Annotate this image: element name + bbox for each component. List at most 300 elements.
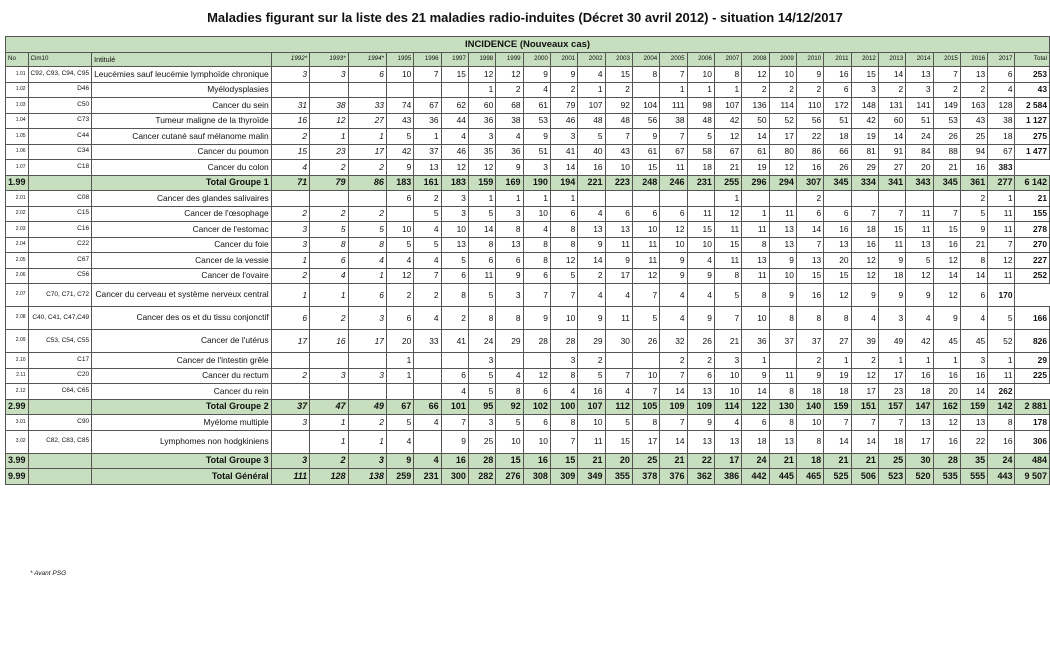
year-value-cell: 37 <box>769 330 796 353</box>
year-value-cell: 24 <box>742 453 769 469</box>
year-value-cell: 21 <box>960 237 987 253</box>
year-value-cell: 11 <box>906 222 933 238</box>
year-value-cell: 16 <box>578 384 605 400</box>
table-row <box>6 415 1050 431</box>
row-number: 2.04 <box>6 237 29 253</box>
year-value-cell: 3 <box>851 82 878 98</box>
year-value-cell: 74 <box>386 98 413 114</box>
year-value-cell: 8 <box>632 415 659 431</box>
year-value-cell: 1 <box>878 353 905 369</box>
year-value-cell: 8 <box>769 384 796 400</box>
year-value-cell: 14 <box>878 67 905 83</box>
year-value-cell: 13 <box>441 237 468 253</box>
year-value-cell: 10 <box>578 415 605 431</box>
year-value-cell: 7 <box>414 67 441 83</box>
year-value-cell: 14 <box>660 430 687 453</box>
year-value-cell: 5 <box>687 129 714 145</box>
year-value-cell: 6 <box>632 206 659 222</box>
year-value-cell: 2 <box>796 353 823 369</box>
table-row <box>6 144 1050 160</box>
year-value-cell: 10 <box>605 160 632 176</box>
year-value-cell: 29 <box>851 160 878 176</box>
year-value-cell: 11 <box>578 430 605 453</box>
year-value-cell: 1 <box>988 353 1015 369</box>
year-value-cell: 3 <box>550 353 577 369</box>
year-value-cell: 9 <box>796 368 823 384</box>
year-value-cell: 60 <box>468 98 495 114</box>
year-value-cell: 4 <box>414 453 441 469</box>
year-value-cell: 231 <box>687 175 714 191</box>
year-value-cell: 11 <box>906 206 933 222</box>
year-value-cell: 25 <box>878 453 905 469</box>
year-value-cell: 28 <box>550 330 577 353</box>
year-value-cell: 1 <box>348 268 386 284</box>
year-value-cell: 386 <box>714 469 741 485</box>
row-number: 1.04 <box>6 113 29 129</box>
year-value-cell: 16 <box>578 160 605 176</box>
year-value-cell: 45 <box>933 330 960 353</box>
year-value-cell: 16 <box>933 430 960 453</box>
year-value-cell: 48 <box>687 113 714 129</box>
year-value-cell: 3 <box>468 129 495 145</box>
year-value-cell: 15 <box>441 67 468 83</box>
year-value-cell: 12 <box>769 160 796 176</box>
cim10-code: C67 <box>28 253 92 269</box>
year-value-cell: 15 <box>605 430 632 453</box>
year-value-cell: 38 <box>988 113 1015 129</box>
year-value-cell: 2 <box>271 268 309 284</box>
year-value-cell: 1 <box>988 191 1015 207</box>
column-header: 2004 <box>632 53 659 67</box>
year-value-cell: 10 <box>386 222 413 238</box>
year-value-cell: 2 <box>796 191 823 207</box>
year-value-cell: 23 <box>310 144 348 160</box>
year-value-cell: 122 <box>742 399 769 415</box>
year-value-cell: 10 <box>714 384 741 400</box>
year-value-cell: 378 <box>632 469 659 485</box>
year-value-cell: 12 <box>933 415 960 431</box>
year-value-cell: 343 <box>906 175 933 191</box>
column-header: 1998 <box>468 53 495 67</box>
year-value-cell: 16 <box>796 160 823 176</box>
year-value-cell: 9 <box>796 67 823 83</box>
year-value-cell: 12 <box>632 268 659 284</box>
year-value-cell: 6 <box>348 67 386 83</box>
year-value-cell: 148 <box>851 98 878 114</box>
disease-label: Cancer de l'intestin grêle <box>92 353 272 369</box>
year-value-cell: 11 <box>714 253 741 269</box>
year-value-cell: 37 <box>271 399 309 415</box>
year-value-cell: 20 <box>386 330 413 353</box>
cim10-code: C56 <box>28 268 92 284</box>
year-value-cell: 5 <box>468 284 495 307</box>
year-value-cell: 1 <box>468 82 495 98</box>
table-row <box>6 353 1050 369</box>
year-value-cell: 159 <box>960 399 987 415</box>
year-value-cell: 13 <box>714 430 741 453</box>
cim10-code: C15 <box>28 206 92 222</box>
disease-label: Total Général <box>92 469 272 485</box>
year-value-cell: 109 <box>687 399 714 415</box>
year-value-cell: 162 <box>933 399 960 415</box>
row-total-cell: 275 <box>1015 129 1050 145</box>
year-value-cell: 14 <box>742 384 769 400</box>
column-header-row <box>6 53 1050 67</box>
year-value-cell: 2 <box>960 82 987 98</box>
row-total-cell: 383 <box>988 160 1015 176</box>
year-value-cell: 11 <box>468 268 495 284</box>
year-value-cell: 2 <box>933 82 960 98</box>
year-value-cell: 1 <box>660 82 687 98</box>
page-title: Maladies figurant sur la liste des 21 maladies radio-induites (Décret 30 avril 2012) - situation 14/12/2017 <box>207 10 843 25</box>
table-row <box>6 253 1050 269</box>
year-value-cell: 15 <box>851 67 878 83</box>
year-value-cell: 6 <box>824 82 851 98</box>
row-number: 2.99 <box>6 399 29 415</box>
year-value-cell: 3 <box>496 284 523 307</box>
year-value-cell: 13 <box>687 384 714 400</box>
year-value-cell: 12 <box>851 268 878 284</box>
year-value-cell: 3 <box>878 307 905 330</box>
year-value-cell: 21 <box>578 453 605 469</box>
year-value-cell: 2 <box>271 129 309 145</box>
year-value-cell <box>271 82 309 98</box>
year-value-cell <box>348 191 386 207</box>
row-total-cell: 178 <box>1015 415 1050 431</box>
disease-label: Leucémies sauf leucémie lymphoïde chronique <box>92 67 272 83</box>
row-total-cell: 43 <box>1015 82 1050 98</box>
year-value-cell: 465 <box>796 469 823 485</box>
year-value-cell: 2 <box>550 82 577 98</box>
year-value-cell <box>441 82 468 98</box>
year-value-cell: 17 <box>348 330 386 353</box>
year-value-cell: 140 <box>796 399 823 415</box>
column-header: Total <box>1015 53 1050 67</box>
year-value-cell: 48 <box>578 113 605 129</box>
year-value-cell: 8 <box>769 307 796 330</box>
cim10-code: C22 <box>28 237 92 253</box>
year-value-cell: 3 <box>523 160 550 176</box>
year-value-cell: 7 <box>878 206 905 222</box>
year-value-cell: 7 <box>660 415 687 431</box>
year-value-cell: 14 <box>933 268 960 284</box>
year-value-cell: 101 <box>441 399 468 415</box>
year-value-cell: 18 <box>988 129 1015 145</box>
year-value-cell: 91 <box>878 144 905 160</box>
year-value-cell: 6 <box>687 368 714 384</box>
total-row <box>6 453 1050 469</box>
year-value-cell: 28 <box>523 330 550 353</box>
year-value-cell: 8 <box>988 415 1015 431</box>
year-value-cell: 37 <box>414 144 441 160</box>
year-value-cell: 107 <box>578 98 605 114</box>
year-value-cell: 114 <box>769 98 796 114</box>
table-row <box>6 307 1050 330</box>
year-value-cell: 376 <box>660 469 687 485</box>
year-value-cell: 25 <box>960 129 987 145</box>
year-value-cell: 506 <box>851 469 878 485</box>
year-value-cell <box>441 353 468 369</box>
year-value-cell: 5 <box>578 368 605 384</box>
year-value-cell: 11 <box>769 368 796 384</box>
year-value-cell: 1 <box>714 191 741 207</box>
row-total-cell: 253 <box>1015 67 1050 83</box>
year-value-cell: 555 <box>960 469 987 485</box>
row-number: 2.09 <box>6 330 29 353</box>
year-value-cell: 1 <box>714 82 741 98</box>
incidence-table <box>5 36 1050 485</box>
year-value-cell: 15 <box>271 144 309 160</box>
table-row <box>6 82 1050 98</box>
year-value-cell: 28 <box>933 453 960 469</box>
year-value-cell: 6 <box>271 307 309 330</box>
year-value-cell: 2 <box>348 415 386 431</box>
year-value-cell: 4 <box>960 307 987 330</box>
year-value-cell: 2 <box>878 82 905 98</box>
year-value-cell: 309 <box>550 469 577 485</box>
year-value-cell: 2 <box>687 353 714 369</box>
year-value-cell: 12 <box>468 160 495 176</box>
year-value-cell <box>769 191 796 207</box>
year-value-cell: 44 <box>441 113 468 129</box>
cim10-code <box>28 453 92 469</box>
year-value-cell: 11 <box>687 206 714 222</box>
year-value-cell <box>824 191 851 207</box>
column-header: 2011 <box>824 53 851 67</box>
year-value-cell: 67 <box>714 144 741 160</box>
column-header: 2008 <box>742 53 769 67</box>
year-value-cell: 6 <box>496 253 523 269</box>
year-value-cell <box>851 191 878 207</box>
total-row <box>6 399 1050 415</box>
cim10-code: C34 <box>28 144 92 160</box>
year-value-cell <box>769 353 796 369</box>
year-value-cell: 2 <box>441 307 468 330</box>
year-value-cell <box>386 384 413 400</box>
year-value-cell: 3 <box>960 353 987 369</box>
year-value-cell: 3 <box>310 368 348 384</box>
footnote: * Avant PSG <box>30 570 67 577</box>
year-value-cell: 1 <box>310 430 348 453</box>
year-value-cell: 81 <box>851 144 878 160</box>
year-value-cell: 49 <box>348 399 386 415</box>
year-value-cell: 9 <box>496 268 523 284</box>
year-value-cell: 7 <box>933 67 960 83</box>
year-value-cell: 5 <box>386 237 413 253</box>
row-number: 3.02 <box>6 430 29 453</box>
year-value-cell: 1 <box>310 129 348 145</box>
year-value-cell: 27 <box>878 160 905 176</box>
row-number: 2.12 <box>6 384 29 400</box>
year-value-cell: 112 <box>605 399 632 415</box>
year-value-cell: 308 <box>523 469 550 485</box>
year-value-cell: 255 <box>714 175 741 191</box>
cim10-code: C20 <box>28 368 92 384</box>
year-value-cell: 32 <box>660 330 687 353</box>
year-value-cell: 11 <box>988 206 1015 222</box>
year-value-cell: 7 <box>796 237 823 253</box>
year-value-cell: 4 <box>687 253 714 269</box>
year-value-cell: 130 <box>769 399 796 415</box>
year-value-cell: 29 <box>578 330 605 353</box>
year-value-cell: 7 <box>632 284 659 307</box>
table-row <box>6 430 1050 453</box>
year-value-cell: 10 <box>441 222 468 238</box>
year-value-cell: 22 <box>960 430 987 453</box>
year-value-cell: 9 <box>578 237 605 253</box>
cim10-code: C18 <box>28 160 92 176</box>
year-value-cell: 14 <box>742 129 769 145</box>
year-value-cell: 14 <box>824 430 851 453</box>
year-value-cell: 35 <box>960 453 987 469</box>
disease-label: Cancer du colon <box>92 160 272 176</box>
column-header: 2013 <box>878 53 905 67</box>
year-value-cell: 5 <box>550 268 577 284</box>
year-value-cell: 11 <box>605 307 632 330</box>
year-value-cell: 172 <box>824 98 851 114</box>
column-header: 1994* <box>348 53 386 67</box>
incidence-header-row <box>6 37 1050 53</box>
year-value-cell: 79 <box>550 98 577 114</box>
column-header: 1997 <box>441 53 468 67</box>
year-value-cell: 6 <box>386 191 413 207</box>
year-value-cell: 16 <box>906 368 933 384</box>
year-value-cell: 362 <box>687 469 714 485</box>
year-value-cell: 24 <box>906 129 933 145</box>
year-value-cell: 9 <box>523 307 550 330</box>
year-value-cell: 138 <box>348 469 386 485</box>
year-value-cell: 2 <box>605 82 632 98</box>
disease-label: Cancer des glandes salivaires <box>92 191 272 207</box>
year-value-cell: 42 <box>906 330 933 353</box>
row-total-cell: 1 477 <box>1015 144 1050 160</box>
year-value-cell: 29 <box>496 330 523 353</box>
year-value-cell: 15 <box>714 237 741 253</box>
year-value-cell: 10 <box>632 222 659 238</box>
year-value-cell: 98 <box>687 98 714 114</box>
year-value-cell: 10 <box>632 368 659 384</box>
row-number: 3.99 <box>6 453 29 469</box>
table-row <box>6 330 1050 353</box>
year-value-cell: 12 <box>660 222 687 238</box>
year-value-cell: 523 <box>878 469 905 485</box>
year-value-cell: 1 <box>550 191 577 207</box>
year-value-cell: 9 <box>660 268 687 284</box>
year-value-cell: 3 <box>550 129 577 145</box>
year-value-cell: 11 <box>988 368 1015 384</box>
year-value-cell: 9 <box>960 222 987 238</box>
year-value-cell: 300 <box>441 469 468 485</box>
year-value-cell: 14 <box>960 268 987 284</box>
year-value-cell: 1 <box>386 353 413 369</box>
year-value-cell: 12 <box>714 206 741 222</box>
year-value-cell: 13 <box>824 237 851 253</box>
row-number: 2.08 <box>6 307 29 330</box>
year-value-cell: 131 <box>878 98 905 114</box>
cim10-code: C73 <box>28 113 92 129</box>
row-number: 9.99 <box>6 469 29 485</box>
row-number: 1.01 <box>6 67 29 83</box>
year-value-cell <box>933 191 960 207</box>
year-value-cell: 2 <box>769 82 796 98</box>
year-value-cell: 49 <box>878 330 905 353</box>
year-value-cell: 3 <box>468 353 495 369</box>
year-value-cell: 10 <box>769 67 796 83</box>
year-value-cell: 13 <box>769 237 796 253</box>
year-value-cell: 109 <box>660 399 687 415</box>
year-value-cell: 9 <box>605 253 632 269</box>
year-value-cell: 30 <box>906 453 933 469</box>
year-value-cell: 15 <box>933 222 960 238</box>
year-value-cell: 26 <box>687 330 714 353</box>
year-value-cell: 8 <box>523 237 550 253</box>
year-value-cell: 36 <box>414 113 441 129</box>
year-value-cell: 7 <box>933 206 960 222</box>
year-value-cell: 12 <box>496 67 523 83</box>
year-value-cell: 520 <box>906 469 933 485</box>
year-value-cell: 10 <box>386 67 413 83</box>
year-value-cell: 40 <box>578 144 605 160</box>
year-value-cell: 183 <box>386 175 413 191</box>
year-value-cell: 15 <box>824 268 851 284</box>
disease-label: Cancer de l'œsophage <box>92 206 272 222</box>
year-value-cell: 345 <box>824 175 851 191</box>
year-value-cell <box>386 206 413 222</box>
row-total-cell: 278 <box>1015 222 1050 238</box>
year-value-cell: 110 <box>796 98 823 114</box>
year-value-cell: 13 <box>578 222 605 238</box>
row-total-cell: 484 <box>1015 453 1050 469</box>
year-value-cell: 8 <box>523 253 550 269</box>
year-value-cell: 15 <box>878 222 905 238</box>
year-value-cell: 38 <box>310 98 348 114</box>
year-value-cell: 53 <box>523 113 550 129</box>
year-value-cell: 22 <box>687 453 714 469</box>
year-value-cell: 18 <box>796 384 823 400</box>
year-value-cell: 2 <box>660 353 687 369</box>
year-value-cell: 4 <box>386 430 413 453</box>
year-value-cell: 157 <box>878 399 905 415</box>
year-value-cell: 6 <box>441 368 468 384</box>
year-value-cell: 50 <box>742 113 769 129</box>
table-row <box>6 384 1050 400</box>
year-value-cell: 27 <box>348 113 386 129</box>
year-value-cell: 111 <box>660 98 687 114</box>
year-value-cell: 92 <box>605 98 632 114</box>
year-value-cell: 15 <box>687 222 714 238</box>
year-value-cell: 56 <box>796 113 823 129</box>
year-value-cell: 7 <box>660 67 687 83</box>
year-value-cell <box>496 353 523 369</box>
year-value-cell: 16 <box>824 67 851 83</box>
year-value-cell: 14 <box>578 253 605 269</box>
year-value-cell: 4 <box>687 284 714 307</box>
year-value-cell: 13 <box>687 430 714 453</box>
year-value-cell: 21 <box>714 160 741 176</box>
year-value-cell: 9 <box>878 284 905 307</box>
disease-label: Cancer de l'ovaire <box>92 268 272 284</box>
year-value-cell: 9 <box>386 453 413 469</box>
year-value-cell: 355 <box>605 469 632 485</box>
year-value-cell: 2 <box>414 284 441 307</box>
year-value-cell: 31 <box>271 98 309 114</box>
year-value-cell: 3 <box>348 307 386 330</box>
year-value-cell: 67 <box>988 144 1015 160</box>
year-value-cell: 9 <box>769 253 796 269</box>
year-value-cell: 8 <box>960 253 987 269</box>
year-value-cell: 4 <box>578 284 605 307</box>
year-value-cell: 10 <box>550 307 577 330</box>
